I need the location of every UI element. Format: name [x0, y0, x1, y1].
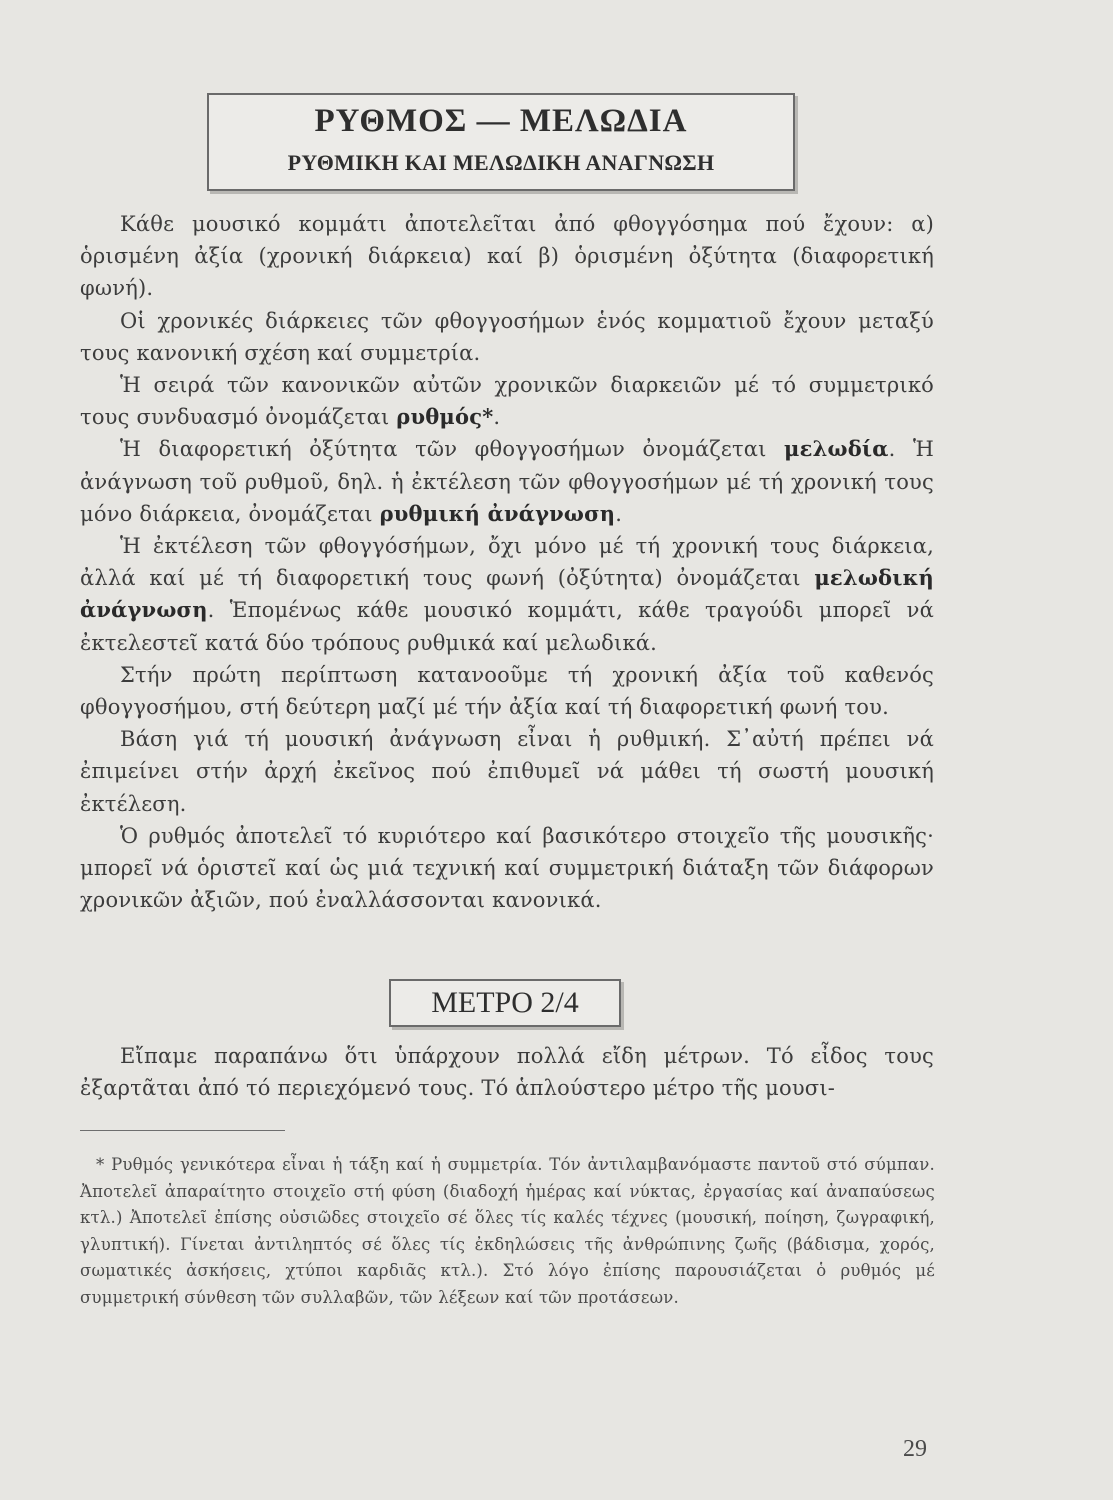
footnote [80, 1152, 935, 1311]
term-melody: μελωδία [784, 436, 889, 462]
footnote-divider [80, 1130, 285, 1131]
intro-text [80, 208, 934, 916]
paragraph: Ἡ διαφορετική ὀξύτητα τῶν φθογγοσήμων ὀνομάζεται μελωδία. Ἡ ἀνάγνωση τοῦ ρυθμοῦ, δηλ. ἡ ἐκτέλεση τῶν φθογγοσήμων μέ τή χρονική τους μόνο διάρκεια, ὀνομάζεται ρυθμική ἀνάγνωση. [80, 436, 934, 526]
paragraph: Ἡ ἐκτέλεση τῶν φθογγόσήμων, ὄχι μόνο μέ τή χρονική τους διάρκεια, ἀλλά καί μέ τή διαφορετική τους φωνή (ὀξύτητα) ὀνομάζεται μελωδική ἀνάγνωση. Ἑπομένως κάθε μουσικό κομμάτι, κάθε τραγούδι μπορεῖ νά ἐκτελεστεῖ κατά δύο τρόπους ρυθμικά καί μελωδικά. [80, 534, 934, 655]
paragraph: Ἡ σειρά τῶν κανονικῶν αὐτῶν χρονικῶν διαρκειῶν μέ τό συμμετρικό τους συνδυασμό ὀνομάζεται ρυθμός*. [80, 373, 934, 430]
term-melodic-reading: μελωδική ἀνάγνωση [80, 565, 934, 623]
term-rhythm: ρυθμός* [396, 404, 494, 430]
chapter-subtitle: ΡΥΘΜΙΚΗ ΚΑΙ ΜΕΛΩΔΙΚΗ ΑΝΑΓΝΩΣΗ [287, 150, 715, 175]
paragraph: Βάση γιά τή μουσική ἀνάγνωση εἶναι ἡ ρυθμική. Σ᾿αὐτή πρέπει νά ἐπιμείνει στήν ἀρχή ἐκεῖνος πού ἐπιθυμεῖ νά μάθει τή σωστή μουσική ἐκτέλεση. [80, 727, 934, 816]
paragraph: Ὁ ρυθμός ἀποτελεῖ τό κυριότερο καί βασικότερο στοιχεῖο τῆς μουσικῆς· μπορεῖ νά ὁριστεῖ καί ὡς μιά τεχνική καί συμμετρική διάταξη τῶν διάφορων χρονικῶν ἀξιῶν, πού ἐναλλάσσονται κανονικά. [80, 823, 934, 913]
paragraph: Οἱ χρονικές διάρκειες τῶν φθογγοσήμων ἑνός κομματιοῦ ἔχουν μεταξύ τους κανονική σχέση καί συμμετρία. [80, 308, 934, 365]
paragraph: Κάθε μουσικό κομμάτι ἀποτελεῖται ἀπό φθογγόσημα πού ἔχουν: α) ὁρισμένη ἀξία (χρονική διάρκεια) καί β) ὁρισμένη ὀξύτητα (διαφορετική φωνή). [80, 212, 934, 301]
term-rhythmic-reading: ρυθμική ἀνάγνωση [379, 500, 616, 526]
section-title: ΜΕΤΡΟ 2/4 [431, 986, 579, 1019]
section-title-box [389, 979, 621, 1027]
section-text [80, 1040, 934, 1104]
chapter-title-box [207, 93, 795, 191]
page-number: 29 [903, 1436, 927, 1462]
footnote-text: * Ρυθμός γενικότερα εἶναι ἡ τάξη καί ἡ συμμετρία. Τόν ἀντιλαμβανόμαστε παντοῦ στό σύμπαν. Ἀποτελεῖ ἀπαραίτητο στοιχεῖο στή φύση (διαδοχή ἡμέρας καί νύκτας, ἐργασίας καί ἀναπαύσεως κτλ.) Ἀποτελεῖ ἐπίσης οὐσιῶδες στοιχεῖο σέ ὅλες τίς καλές τέχνες (μουσική, ποίηση, ζωγραφική, γλυπτική). Γίνεται ἀντιληπτός σέ ὅλες τίς ἐκδηλώσεις τῆς ἀνθρώπινης ζωῆς (βάδισμα, χορός, σωματικές ἀσκήσεις, χτύποι καρδιᾶς κτλ.). Στό λόγο ἐπίσης παρουσιάζεται ὁ ρυθμός μέ συμμετρική σύνθεση τῶν συλλαβῶν, τῶν λέξεων καί τῶν προτάσεων. [80, 1155, 935, 1307]
chapter-title: ΡΥΘΜΟΣ — ΜΕΛΩΔΙΑ [314, 103, 688, 139]
paragraph: Στήν πρώτη περίπτωση κατανοοῦμε τή χρονική ἀξία τοῦ καθενός φθογγοσήμου, στή δεύτερη μαζί μέ τήν ἀξία καί τή διαφορετική φωνή του. [80, 662, 934, 720]
paragraph: Εἴπαμε παραπάνω ὅτι ὑπάρχουν πολλά εἴδη μέτρων. Τό εἶδος τους ἐξαρτᾶται ἀπό τό περιεχόμενό τους. Τό ἁπλούστερο μέτρο τῆς μουσι- [80, 1044, 934, 1101]
